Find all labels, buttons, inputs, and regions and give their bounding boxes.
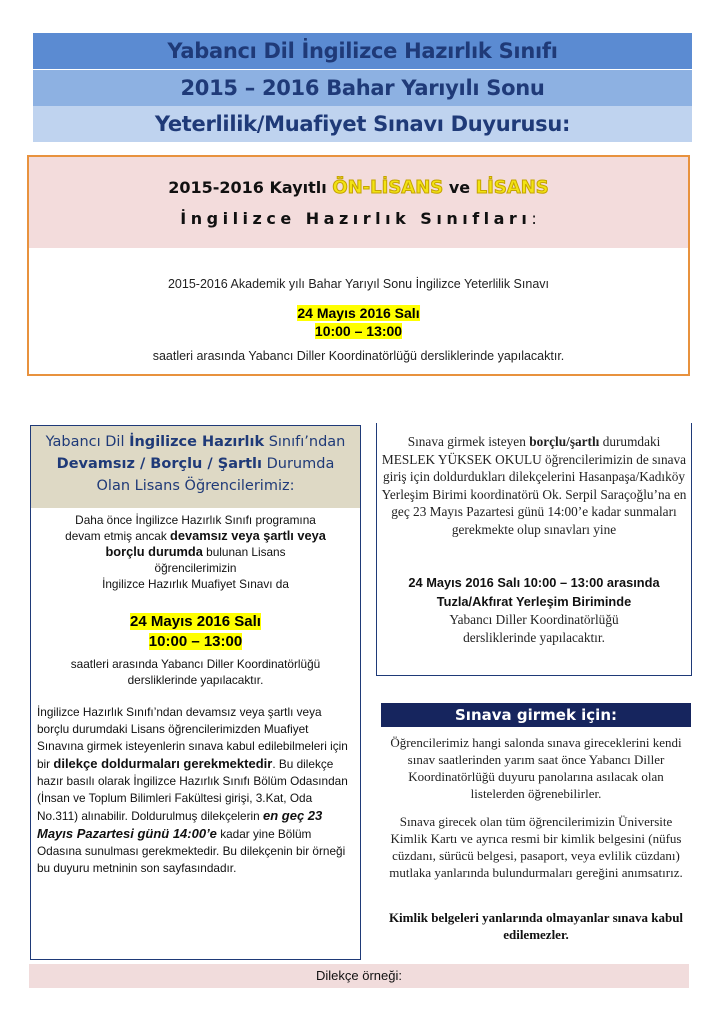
- right-p2-b: dersliklerinde yapılacaktır.: [463, 629, 605, 645]
- petition-sample-label: Dilekçe örneği:: [29, 964, 689, 988]
- left-box-heading: [31, 426, 360, 508]
- exam-location: saatleri arasında Yabancı Diller Koordinatörlüğü dersliklerinde yapılacaktır.: [152, 349, 565, 363]
- left-p1-d: öğrencilerimizin: [154, 561, 237, 575]
- head-post-1: Sınıfı’ndan: [264, 434, 346, 450]
- left-exam-datetime: [31, 612, 360, 652]
- left-p1-c-bold: borçlu durumda: [105, 544, 203, 559]
- right-bold-line-1: 24 Mayıs 2016 Salı 10:00 – 13:00 arasında: [408, 575, 660, 590]
- header-title-line-3: Yeterlilik/Muafiyet Sınavı Duyurusu:: [33, 106, 692, 142]
- exam-info-warning: Kimlik belgeleri yanlarında olmayanlar sınava kabul edilemezler.: [388, 910, 684, 942]
- header-title-line-2: 2015 – 2016 Bahar Yarıyılı Sonu: [33, 70, 692, 106]
- left-p2-b: dersliklerinde yapılacaktır.: [127, 673, 264, 687]
- left-p3-b: . Bu dilekçe hazır basılı olarak İngilizce Hazırlık Sınıfı Bölüm Odasından (İnsan ve Toplum Bilimleri Fakültesi girişi, 3.Kat, Oda No.311) alınabilir. Doldurulmuş dilekçelerin: [37, 757, 348, 823]
- head-line-3: Olan Lisans Öğrencilerimiz:: [96, 478, 295, 494]
- left-p1-c: bulunan Lisans: [202, 545, 286, 559]
- left-p1-b-bold: devamsız veya şartlı veya: [170, 528, 326, 543]
- title-prefix: 2015-2016 Kayıtlı: [168, 178, 333, 197]
- left-p3-bold-italic: en geç 23 Mayıs Pazartesi günü 14:00’e: [37, 808, 323, 841]
- left-paragraph-2: [31, 656, 360, 688]
- right-paragraph-2: [377, 611, 691, 646]
- right-bold-line-2: Tuzla/Akfırat Yerleşim Biriminde: [436, 594, 632, 609]
- head-bold-1: İngilizce Hazırlık: [129, 434, 265, 450]
- head-bold-2: Devamsız / Borçlu / Şartlı: [56, 456, 262, 472]
- left-exam-time: 10:00 – 13:00: [148, 633, 243, 650]
- exam-info-heading: Sınava girmek için:: [381, 703, 691, 727]
- left-p1-b: devam etmiş ancak: [65, 529, 171, 543]
- exam-date: 24 Mayıs 2016 Salı: [297, 305, 420, 321]
- left-p3-c: kadar yine Bölüm Odasına sunulması gerekmektedir. Bu dilekçenin bir örneği bu duyuru metninin son sayfasındadır.: [37, 827, 346, 875]
- subtitle-colon: :: [531, 209, 537, 228]
- exam-datetime: [29, 304, 688, 340]
- left-exam-date: 24 Mayıs 2016 Salı: [130, 613, 261, 630]
- right-exam-location: [377, 573, 691, 611]
- left-paragraph-3: [37, 704, 352, 877]
- title-onlisans: ÖN-LİSANS: [332, 177, 444, 198]
- title-lisans: LİSANS: [475, 177, 549, 198]
- left-p3-a: İngilizce Hazırlık Sınıfı’ndan devamsız veya şartlı veya borçlu durumdaki Lisans öğrencilerimizden Muafiyet Sınavına girmek isteyenlerin sınava kabul edilebilmeleri için bir: [37, 705, 348, 771]
- left-p1-a: Daha önce İngilizce Hazırlık Sınıfı programına: [75, 513, 316, 527]
- right-info-box: [376, 423, 692, 676]
- head-pre: Yabancı Dil: [45, 434, 130, 450]
- head-post-2: Durumda: [262, 456, 335, 472]
- left-p1-e: İngilizce Hazırlık Muafiyet Sınavı da: [102, 577, 289, 591]
- left-p3-bold: dilekçe doldurmaları gerekmektedir: [53, 756, 273, 771]
- right-p1-a: Sınava girmek isteyen: [407, 434, 530, 449]
- left-p2-a: saatleri arasında Yabancı Diller Koordinatörlüğü: [70, 657, 321, 671]
- right-p2-a: Yabancı Diller Koordinatörlüğü: [449, 612, 619, 627]
- announcement-title: [29, 177, 688, 198]
- announcement-box: [27, 155, 690, 376]
- exam-info-paragraph-1: Öğrencilerimiz hangi salonda sınava gireceklerini kendi sınav saatlerinden yarım saat önce Yabancı Diller Koordinatörlüğü duyuru panolarına asılacak olan listelerden öğrenebilirler.: [390, 735, 682, 801]
- title-ve: ve: [443, 178, 476, 197]
- announcement-subtitle: [29, 209, 688, 228]
- right-p1-bold: borçlu/şartlı: [529, 434, 600, 449]
- exam-description: 2015-2016 Akademik yılı Bahar Yarıyıl Sonu İngilizce Yeterlilik Sınavı: [167, 277, 549, 291]
- exam-time: 10:00 – 13:00: [314, 323, 403, 339]
- right-paragraph-1: [381, 433, 687, 538]
- announcement-heading-band: [29, 157, 688, 248]
- right-p1-b: durumdaki MESLEK YÜKSEK OKULU öğrencilerimizin de sınava giriş için doldurdukları dilekçelerini Hasanpaşa/Kadıköy Yerleşim Birimi koordinatörü Ok. Serpil Saraçoğlu’na en geç 23 Mayıs Pazartesi günü 14:00’e kadar sunmaları gerekmekte olup sınavları yine: [381, 434, 687, 537]
- exam-info-paragraph-2: Sınava girecek olan tüm öğrencilerimizin Üniversite Kimlik Kartı ve ayrıca resmi bir kimlik belgesini (nüfus cüzdanı, sürücü belgesi, pasaport, veya evlilik cüzdanı) mutlaka yanlarında bulundurmaları gereğini anımsatırız.: [389, 814, 683, 880]
- header-title-line-1: Yabancı Dil İngilizce Hazırlık Sınıfı: [33, 33, 692, 69]
- left-paragraph-1: [31, 512, 360, 592]
- subtitle-text: İngilizce Hazırlık Sınıfları: [180, 209, 532, 228]
- left-info-box: [30, 425, 361, 960]
